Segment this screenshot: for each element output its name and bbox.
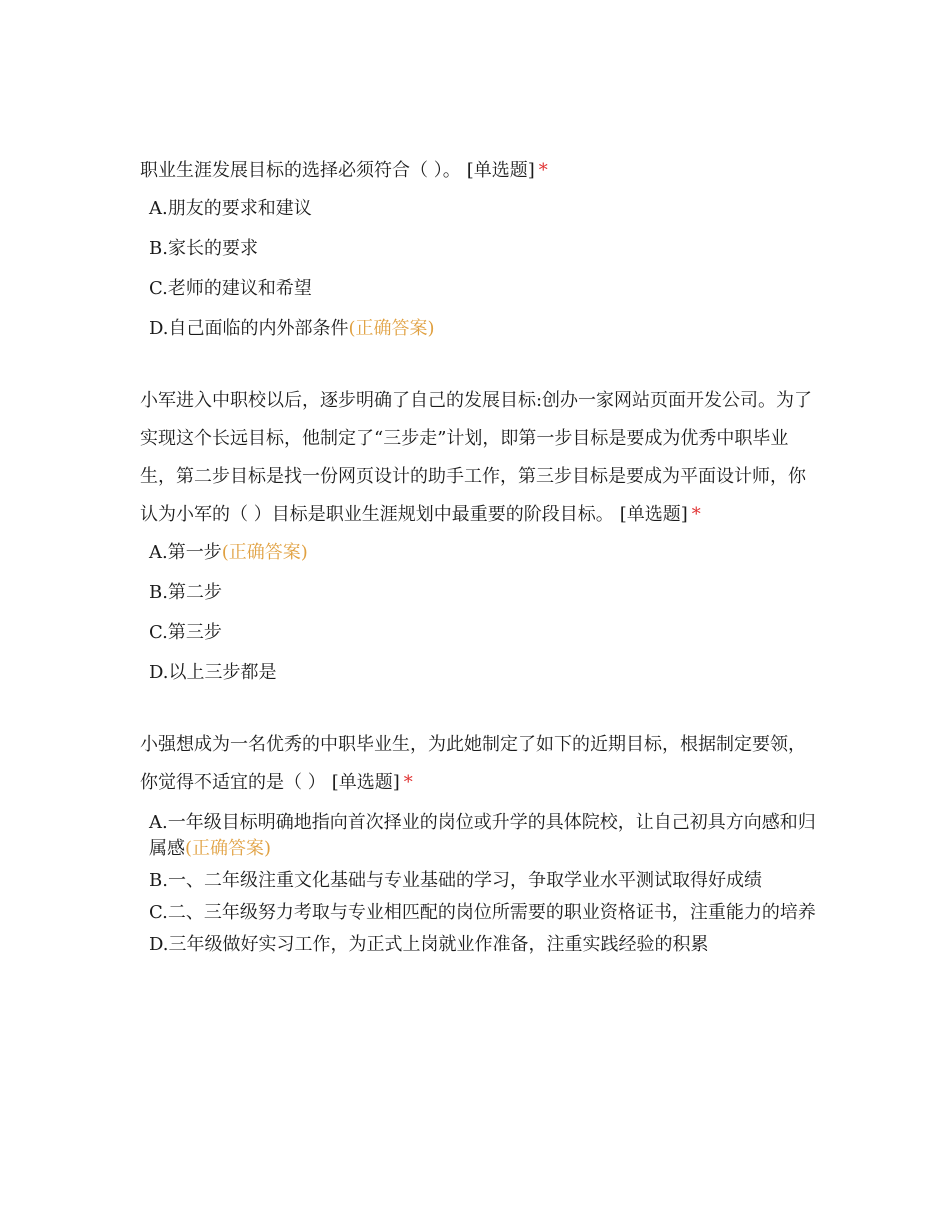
option-label: C.第三步	[149, 622, 222, 643]
option-b[interactable]	[140, 236, 820, 262]
question-2-text	[140, 382, 820, 534]
option-label: A.一年级目标明确地指向首次择业的岗位或升学的具体院校，让自己初具方向感和归属感	[149, 812, 816, 859]
option-c[interactable]	[140, 900, 820, 926]
question-2-options	[140, 540, 820, 686]
option-label: A.朋友的要求和建议	[149, 198, 312, 219]
question-1-type: [单选题]	[466, 160, 535, 181]
option-b[interactable]	[140, 580, 820, 606]
option-b[interactable]	[140, 868, 820, 894]
question-3-stem: 小强想成为一名优秀的中职毕业生，为此她制定了如下的近期目标，根据制定要领，你觉得不适宜的是（ ）	[140, 734, 806, 793]
option-label: B.第二步	[149, 582, 222, 603]
question-1-options	[140, 196, 820, 342]
option-label: B.家长的要求	[149, 238, 258, 259]
option-c[interactable]	[140, 620, 820, 646]
question-list	[140, 152, 820, 998]
option-d[interactable]	[140, 316, 820, 342]
option-d[interactable]	[140, 660, 820, 686]
option-d[interactable]	[140, 932, 820, 958]
question-3-options	[140, 810, 820, 958]
question-3	[140, 726, 820, 958]
question-1-text	[140, 152, 820, 190]
option-a[interactable]	[140, 810, 820, 862]
option-a[interactable]	[140, 196, 820, 222]
correct-answer-mark: (正确答案)	[348, 318, 435, 339]
question-2-stem: 小军进入中职校以后，逐步明确了自己的发展目标:创办一家网站页面开发公司。为了实现这个长远目标，他制定了“三步走”计划，即第一步目标是要成为优秀中职毕业生，第二步目标是找一份网页设计的助手工作，第三步目标是要成为平面设计师，你认为小军的（ ）目标是职业生涯规划中最重要的阶段目标。	[140, 390, 813, 525]
option-label: C.二、三年级努力考取与专业相匹配的岗位所需要的职业资格证书，注重能力的培养	[149, 902, 816, 923]
correct-answer-mark: (正确答案)	[221, 542, 308, 563]
option-label: D.以上三步都是	[149, 662, 277, 683]
option-label: A.第一步	[149, 542, 222, 563]
required-mark: *	[538, 160, 548, 181]
question-2-type: [单选题]	[619, 504, 688, 525]
question-3-text	[140, 726, 820, 802]
option-label: D.自己面临的内外部条件	[149, 318, 349, 339]
option-a[interactable]	[140, 540, 820, 566]
correct-answer-mark: (正确答案)	[185, 838, 272, 859]
question-3-type: [单选题]	[331, 772, 400, 793]
option-label: B.一、二年级注重文化基础与专业基础的学习，争取学业水平测试取得好成绩	[149, 870, 762, 891]
question-2	[140, 382, 820, 686]
question-1-stem: 职业生涯发展目标的选择必须符合（ ）。	[140, 160, 461, 181]
option-label: C.老师的建议和希望	[149, 278, 312, 299]
required-mark: *	[691, 504, 701, 525]
option-label: D.三年级做好实习工作，为正式上岗就业作准备，注重实践经验的积累	[149, 934, 709, 955]
question-1	[140, 152, 820, 342]
required-mark: *	[403, 772, 413, 793]
option-c[interactable]	[140, 276, 820, 302]
